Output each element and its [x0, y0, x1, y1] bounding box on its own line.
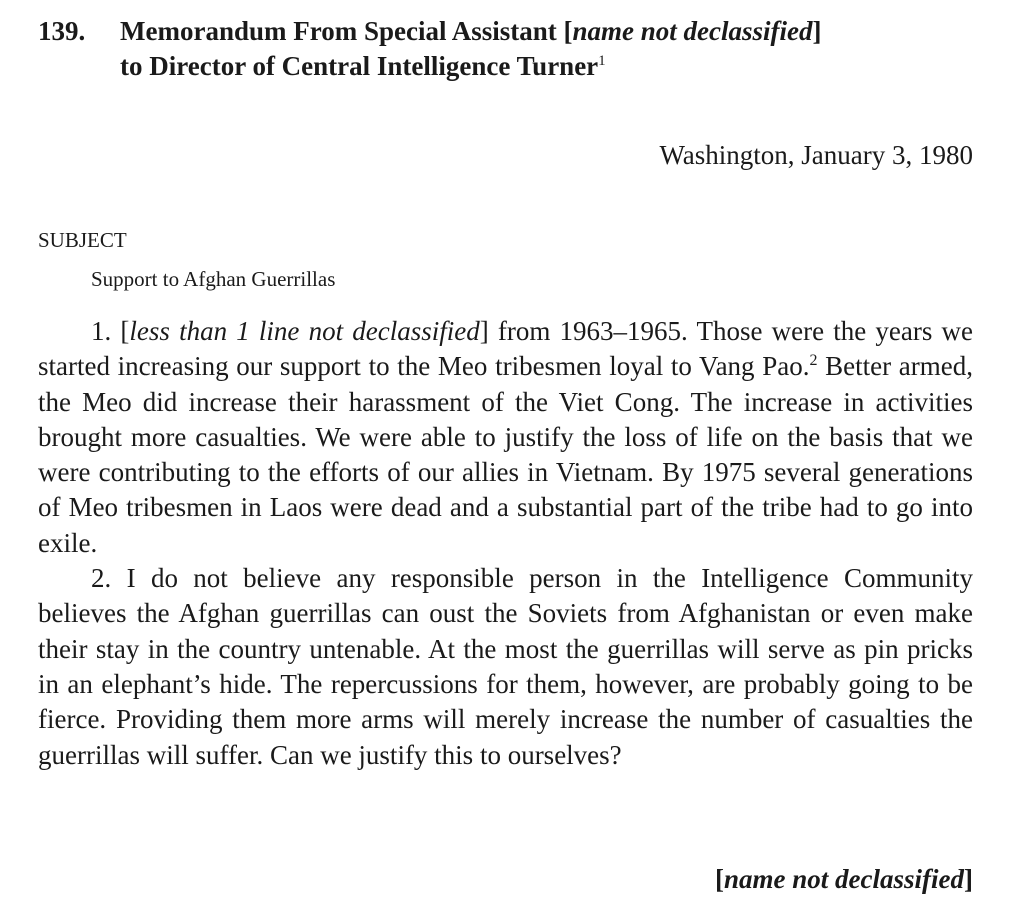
- signature: [715, 863, 973, 895]
- signature-open: [: [715, 864, 725, 894]
- p1-redaction-note: less than 1 line not declassified: [129, 316, 480, 346]
- p1-text-a: ] from 1963–1965. Those were the years we started increasing our support to the Meo tribesmen loyal to Vang Pao.: [38, 316, 973, 382]
- title-redaction-note: name not declassified: [572, 16, 813, 46]
- signature-close: ]: [964, 864, 973, 894]
- document-number: 139.: [38, 16, 86, 46]
- title-prefix: Memorandum From Special Assistant [: [120, 16, 573, 46]
- subject-text: Support to Afghan Guerrillas: [91, 267, 336, 291]
- p1-open: 1. [: [91, 316, 130, 346]
- place-date: Washington, January 3, 1980: [659, 140, 973, 170]
- paragraph-1: [38, 314, 973, 561]
- footnote-ref-1: 1: [598, 53, 606, 69]
- subject-label: SUBJECT: [38, 228, 127, 252]
- memo-body: [38, 314, 973, 773]
- footnote-ref-2: 2: [809, 352, 818, 370]
- title-line-2: to Director of Central Intelligence Turner: [120, 51, 599, 81]
- document-title: [120, 14, 973, 84]
- signature-redaction-note: name not declassified: [724, 864, 964, 894]
- title-bracket-close: ]: [812, 16, 822, 46]
- paragraph-2: 2. I do not believe any responsible person in the Intelligence Community believes the Afghan guerrillas can oust the Soviets from Afghanistan or even make their stay in the country untenable. At the most the guerrillas will serve as pin pricks in an elephant’s hide. The repercussions for them, however, are probably going to be fierce. Providing them more arms will merely increase the number of casualties the guerrillas will suffer. Can we justify this to ourselves?: [38, 563, 973, 770]
- p1-text-b: Better armed, the Meo did increase their harassment of the Viet Cong. The increase in activities brought more casualties. We were able to justify the loss of life on the basis that we were contributing to the efforts of our allies in Vietnam. By 1975 several generations of Meo tribesmen in Laos were dead and a substantial part of the tribe had to go into exile.: [38, 351, 973, 558]
